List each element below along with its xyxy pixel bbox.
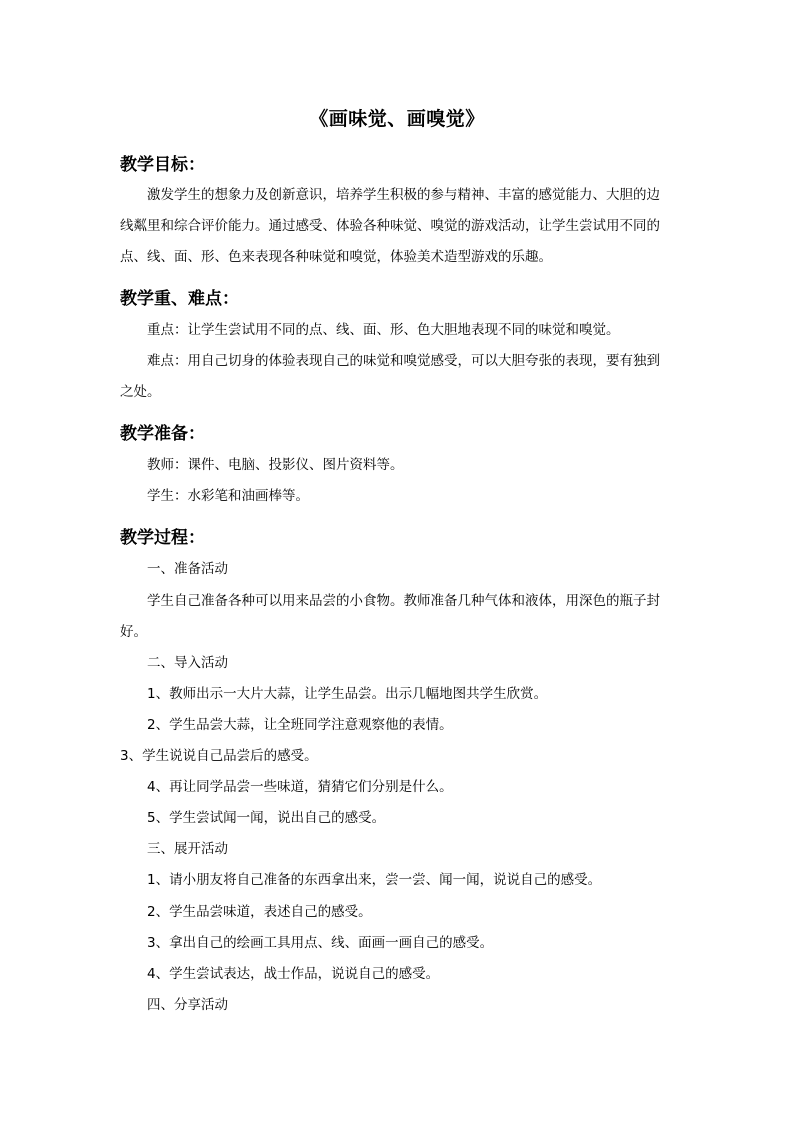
heading-preparation: 教学准备： [120, 424, 205, 444]
process-line-8: 4、再让同学品尝一些味道，猜猜它们分别是什么。 [147, 779, 453, 795]
process-line-13: 3、拿出自己的绘画工具用点、线、面画一画自己的感受。 [147, 935, 494, 951]
goals-line-2: 线粼里和综合评价能力。通过感受、体验各种味觉、嗅觉的游戏活动，让学生尝试用不同的 [120, 218, 660, 234]
heading-key-points: 教学重、难点： [120, 289, 239, 309]
heading-goals: 教学目标： [120, 155, 205, 175]
process-line-10: 三、展开活动 [147, 841, 228, 857]
preparation-line-2: 学生：水彩笔和油画棒等。 [147, 488, 309, 504]
process-line-3: 好。 [120, 624, 147, 640]
process-line-2: 学生自己准备各种可以用来品尝的小食物。教师准备几种气体和液体，用深色的瓶子封 [147, 593, 660, 609]
process-line-7: 3、学生说说自己品尝后的感受。 [120, 748, 318, 764]
process-line-5: 1、教师出示一大片大蒜，让学生品尝。出示几幅地图共学生欣赏。 [147, 686, 548, 702]
key-point-line-3: 之处。 [120, 384, 161, 400]
key-point-line-2: 难点：用自己切身的体验表现自己的味觉和嗅觉感受，可以大胆夸张的表现，要有独到 [147, 353, 660, 369]
process-line-6: 2、学生品尝大蒜，让全班同学注意观察他的表情。 [147, 717, 453, 733]
key-point-line-1: 重点：让学生尝试用不同的点、线、面、形、色大胆地表现不同的味觉和嗅觉。 [147, 322, 620, 338]
process-line-9: 5、学生尝试闻一闻，说出自己的感受。 [147, 810, 386, 826]
preparation-line-1: 教师：课件、电脑、投影仪、图片资料等。 [147, 457, 404, 473]
process-line-12: 2、学生品尝味道，表述自己的感受。 [147, 904, 372, 920]
process-line-4: 二、导入活动 [147, 655, 228, 671]
document-title: 《画味觉、画嗅觉》 [309, 108, 485, 130]
process-line-11: 1、请小朋友将自己准备的东西拿出来，尝一尝、闻一闻，说说自己的感受。 [147, 872, 602, 888]
process-line-1: 一、准备活动 [147, 561, 228, 577]
goals-line-3: 点、线、面、形、色来表现各种味觉和嗅觉，体验美术造型游戏的乐趣。 [120, 249, 552, 265]
goals-line-1: 激发学生的想象力及创新意识，培养学生积极的参与精神、丰富的感觉能力、大胆的边 [147, 187, 660, 203]
process-line-14: 4、学生尝试表达，战士作品，说说自己的感受。 [147, 966, 440, 982]
heading-process: 教学过程： [120, 528, 205, 548]
process-line-15: 四、分享活动 [147, 997, 228, 1013]
